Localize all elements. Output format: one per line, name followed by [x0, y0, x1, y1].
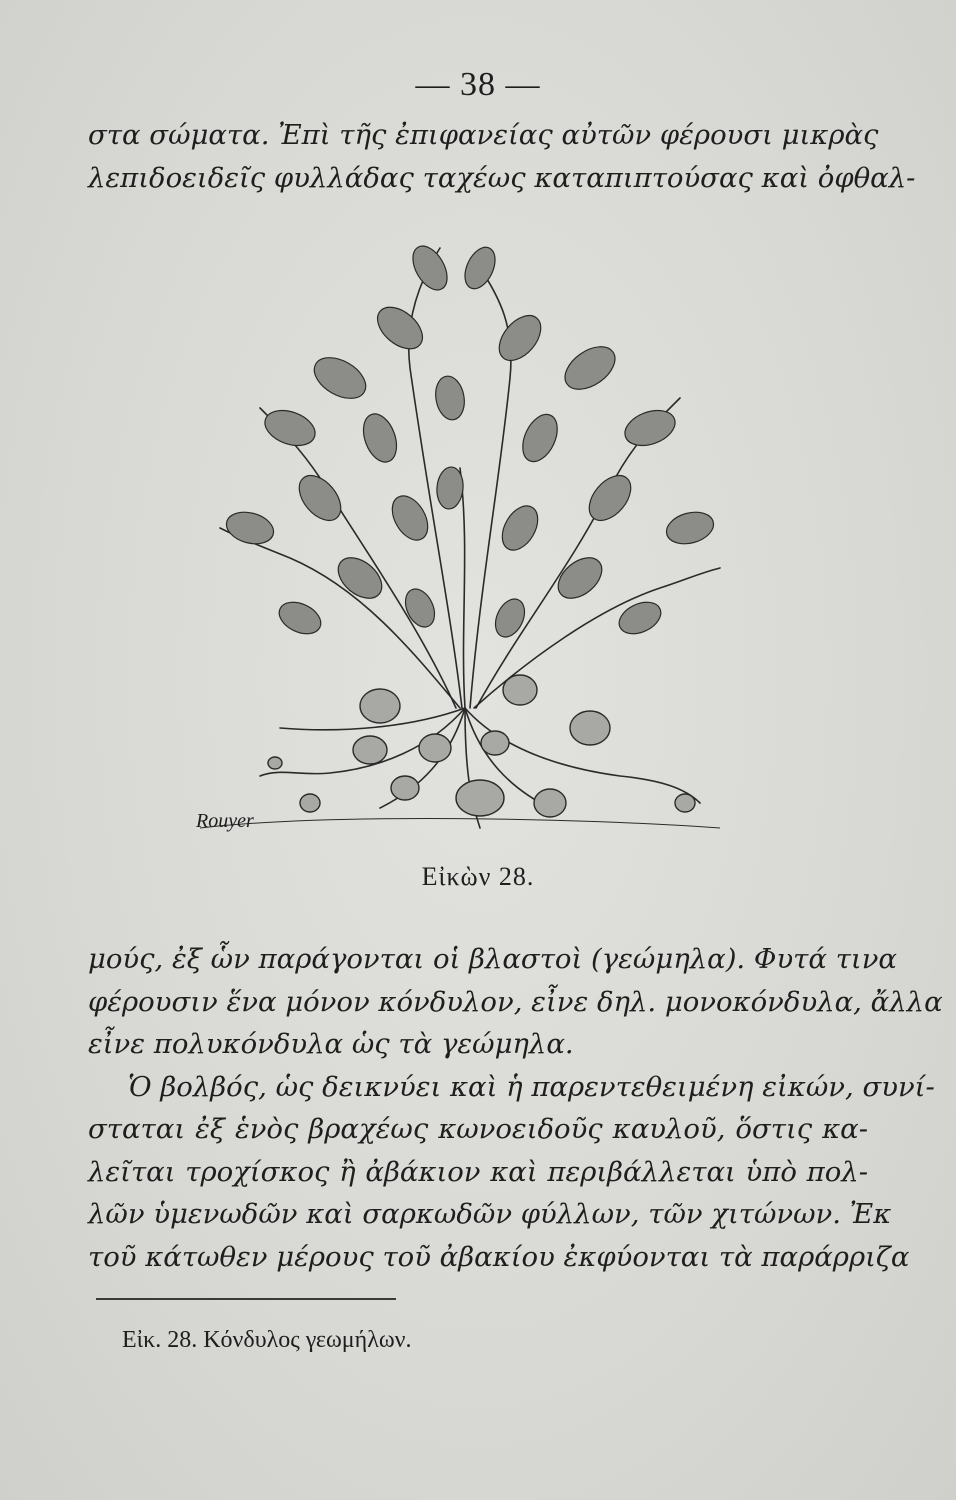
- paragraph-bottom: [88, 938, 943, 1278]
- paragraph-top: [88, 114, 916, 199]
- text-line: στα σώματα. Ἐπὶ τῆς ἐπιφανείας αὐτῶν φέρουσι μικρὰς: [88, 119, 879, 151]
- potato-plant-illustration: [180, 228, 740, 860]
- text-line: Ὁ βολβός, ὡς δεικνύει καὶ ἡ παρεντεθειμένη εἰκών, συνί-: [128, 1070, 935, 1103]
- illustrator-signature: Rouyer: [196, 810, 254, 832]
- text-line: μούς, ἐξ ὧν παράγονται οἱ βλαστοὶ (γεώμηλα). Φυτά τινα: [88, 943, 897, 975]
- footnote-divider: [96, 1298, 396, 1300]
- text-line: τοῦ κάτωθεν μέρους τοῦ ἀβακίου ἐκφύονται τὰ παράρριζα: [88, 1240, 910, 1273]
- page-number: — 38 —: [415, 66, 541, 103]
- figure-caption: Εἰκὼν 28.: [421, 862, 535, 891]
- text-line: εἶνε πολυκόνδυλα ὡς τὰ γεώμηλα.: [88, 1028, 574, 1060]
- text-line: σταται ἐξ ἑνὸς βραχέως κωνοειδοῦς καυλοῦ, ὅστις κα-: [88, 1113, 868, 1145]
- text-line: φέρουσιν ἕνα μόνον κόνδυλον, εἶνε δηλ. μονοκόνδυλα, ἄλλα: [88, 985, 943, 1018]
- footnote: Εἰκ. 28. Κόνδυλος γεωμήλων.: [122, 1327, 412, 1353]
- text-line: λῶν ὑμενωδῶν καὶ σαρκωδῶν φύλλων, τῶν χιτώνων. Ἐκ: [88, 1198, 892, 1230]
- text-line: λεῖται τροχίσκος ἢ ἀβάκιον καὶ περιβάλλεται ὑπὸ πολ-: [88, 1155, 868, 1188]
- text-line: λεπιδοειδεῖς φυλλάδας ταχέως καταπιπτούσας καὶ ὀφθαλ-: [88, 161, 916, 194]
